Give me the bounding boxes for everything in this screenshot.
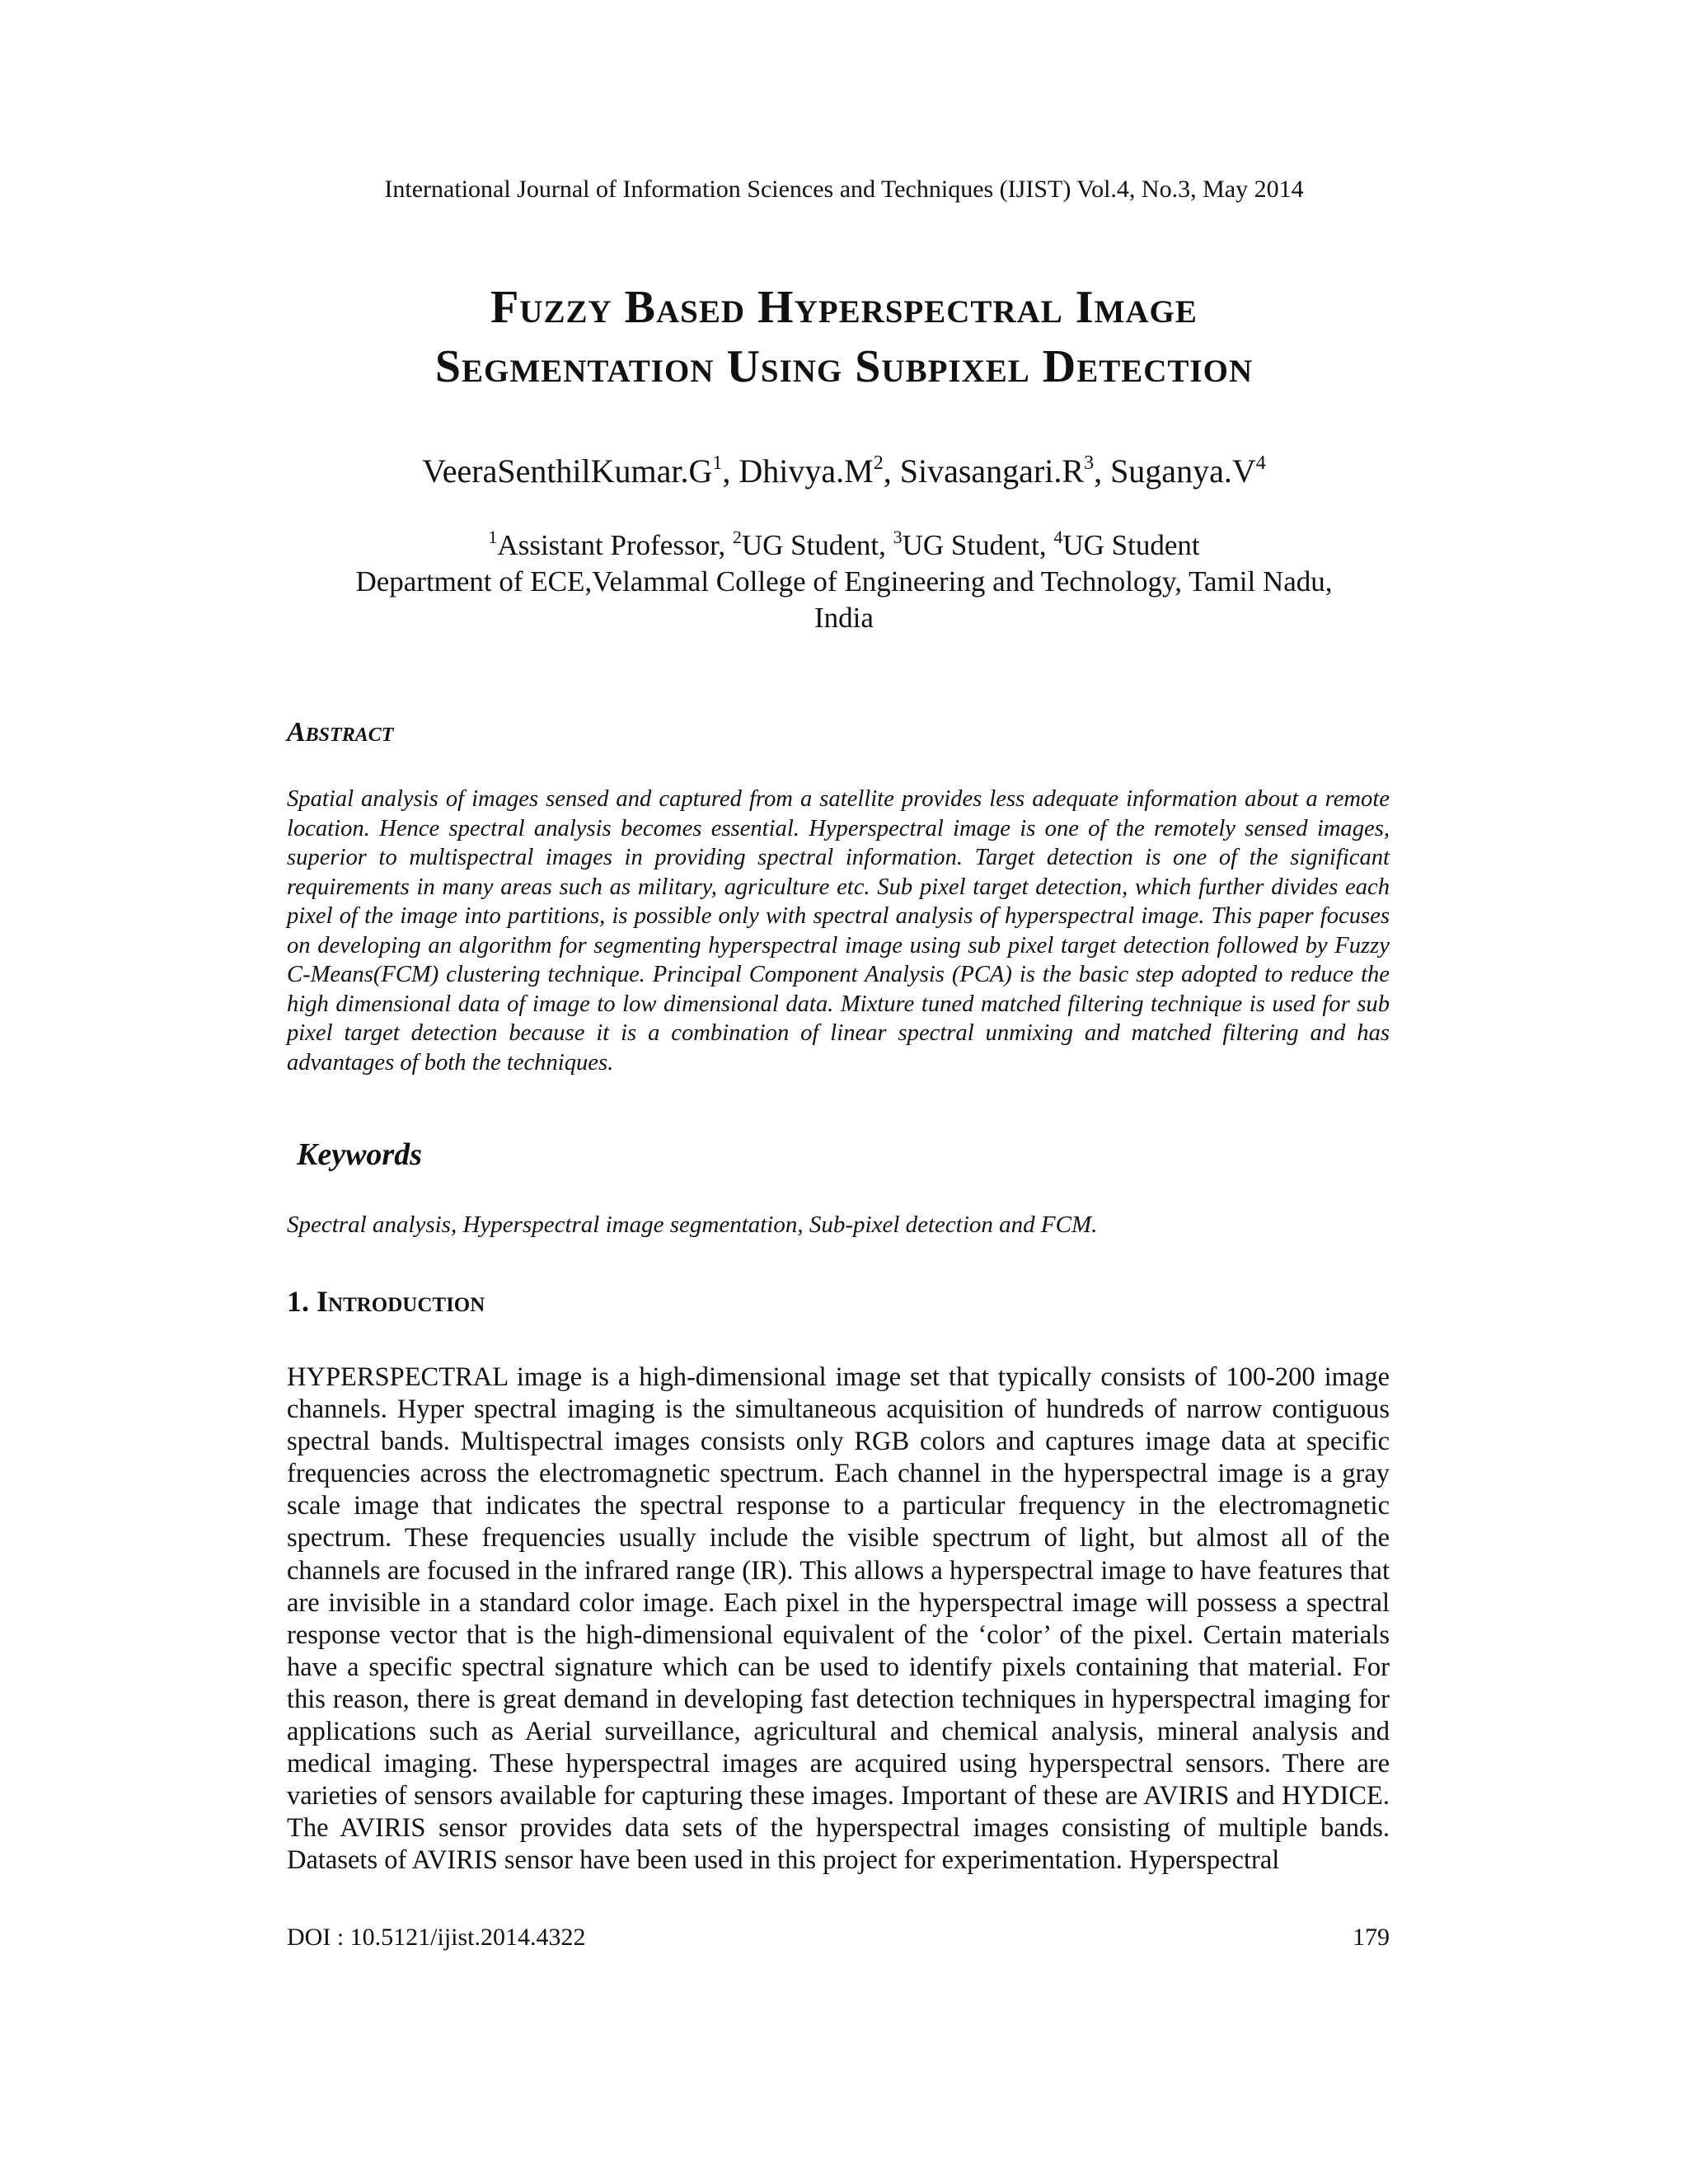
role-superscript: 3: [893, 527, 903, 547]
role-separator: ,: [1039, 529, 1054, 561]
author-separator: ,: [883, 452, 900, 490]
author-list: [0, 449, 1688, 494]
paper-title-line-2: Segmentation Using Subpixel Detection: [434, 341, 1254, 392]
author-separator: ,: [722, 452, 739, 490]
role-text: UG Student: [741, 529, 879, 561]
keywords-text: Spectral analysis, Hyperspectral image segmentation, Sub-pixel detection and FCM.: [287, 1212, 1098, 1238]
role-text: UG Student: [1062, 529, 1200, 561]
author-superscript: 2: [873, 452, 884, 474]
author-superscript: 1: [712, 452, 723, 474]
introduction-text: HYPERSPECTRAL image is a high-dimensional image set that typically consists of 100-200 image channels. Hyper spectral imaging is the simultaneous acquisition of hundreds of narrow contiguous spectral bands. Multispectral images consists only RGB colors and captures image data at specific frequencies across the electromagnetic spectrum. Each channel in the hyperspectral image is a gray scale image that indicates the spectral response to a particular frequency in the electromagnetic spectrum. These frequencies usually include the visible spectrum of light, but almost all of the channels are focused in the infrared range (IR). This allows a hyperspectral image to have features that are invisible in a standard color image. Each pixel in the hyperspectral image will possess a spectral response vector that is the high-dimensional equivalent of the ‘color’ of the pixel. Certain materials have a specific spectral signature which can be used to identify pixels containing that material. For this reason, there is great demand in developing fast detection techniques in hyperspectral imaging for applications such as Aerial surveillance, agricultural and chemical analysis, mineral analysis and medical imaging. These hyperspectral images are acquired using hyperspectral sensors. There are varieties of sensors available for capturing these images. Important of these are AVIRIS and HYDICE. The AVIRIS sensor provides data sets of the hyperspectral images consisting of multiple bands. Datasets of AVIRIS sensor have been used in this project for experimentation. Hyperspectral: [287, 1362, 1390, 1876]
affiliation-roles: [0, 527, 1688, 564]
role-text: Assistant Professor: [497, 529, 719, 561]
abstract-text: Spatial analysis of images sensed and captured from a satellite provides less adequate information about a remote location. Hence spectral analysis becomes essential. Hyperspectral image is one of the remotely sensed images, superior to multispectral images in providing spectral information. Target detection is one of the significant requirements in many areas such as military, agriculture etc. Sub pixel target detection, which further divides each pixel of the image into partitions, is possible only with spectral analysis of hyperspectral image. This paper focuses on developing an algorithm for segmenting hyperspectral image using sub pixel target detection followed by Fuzzy C-Means(FCM) clustering technique. Principal Component Analysis (PCA) is the basic step adopted to reduce the high dimensional data of image to low dimensional data. Mixture tuned matched filtering technique is used for sub pixel target detection because it is a combination of linear spectral unmixing and matched filtering and has advantages of both the techniques.: [287, 786, 1390, 1076]
role-superscript: 1: [488, 527, 498, 547]
author-separator: ,: [1094, 452, 1111, 490]
author-superscript: 4: [1255, 452, 1266, 474]
affiliation-department: Department of ECE,Velammal College of Engineering and Technology, Tamil Nadu,: [355, 565, 1333, 598]
author-name: Sivasangari.R: [899, 452, 1085, 490]
role-superscript: 4: [1053, 527, 1063, 547]
keywords-heading: Keywords: [297, 1137, 422, 1172]
affiliation-country: India: [814, 602, 874, 634]
author-name: VeeraSenthilKumar.G: [422, 452, 713, 490]
author-superscript: 3: [1084, 452, 1095, 474]
abstract-heading: Abstract: [287, 717, 394, 748]
paper-title-line-1: Fuzzy Based Hyperspectral Image: [490, 282, 1198, 333]
footer-doi: DOI : 10.5121/ijist.2014.4322: [287, 1924, 586, 1951]
page-number: 179: [1353, 1924, 1390, 1951]
role-separator: ,: [879, 529, 893, 561]
role-text: UG Student: [902, 529, 1039, 561]
role-separator: ,: [718, 529, 733, 561]
role-superscript: 2: [732, 527, 742, 547]
author-name: Dhivya.M: [738, 452, 874, 490]
introduction-heading: 1. Introduction: [287, 1285, 485, 1318]
author-name: Suganya.V: [1110, 452, 1256, 490]
journal-header: International Journal of Information Sciences and Techniques (IJIST) Vol.4, No.3, May 2014: [384, 176, 1304, 203]
